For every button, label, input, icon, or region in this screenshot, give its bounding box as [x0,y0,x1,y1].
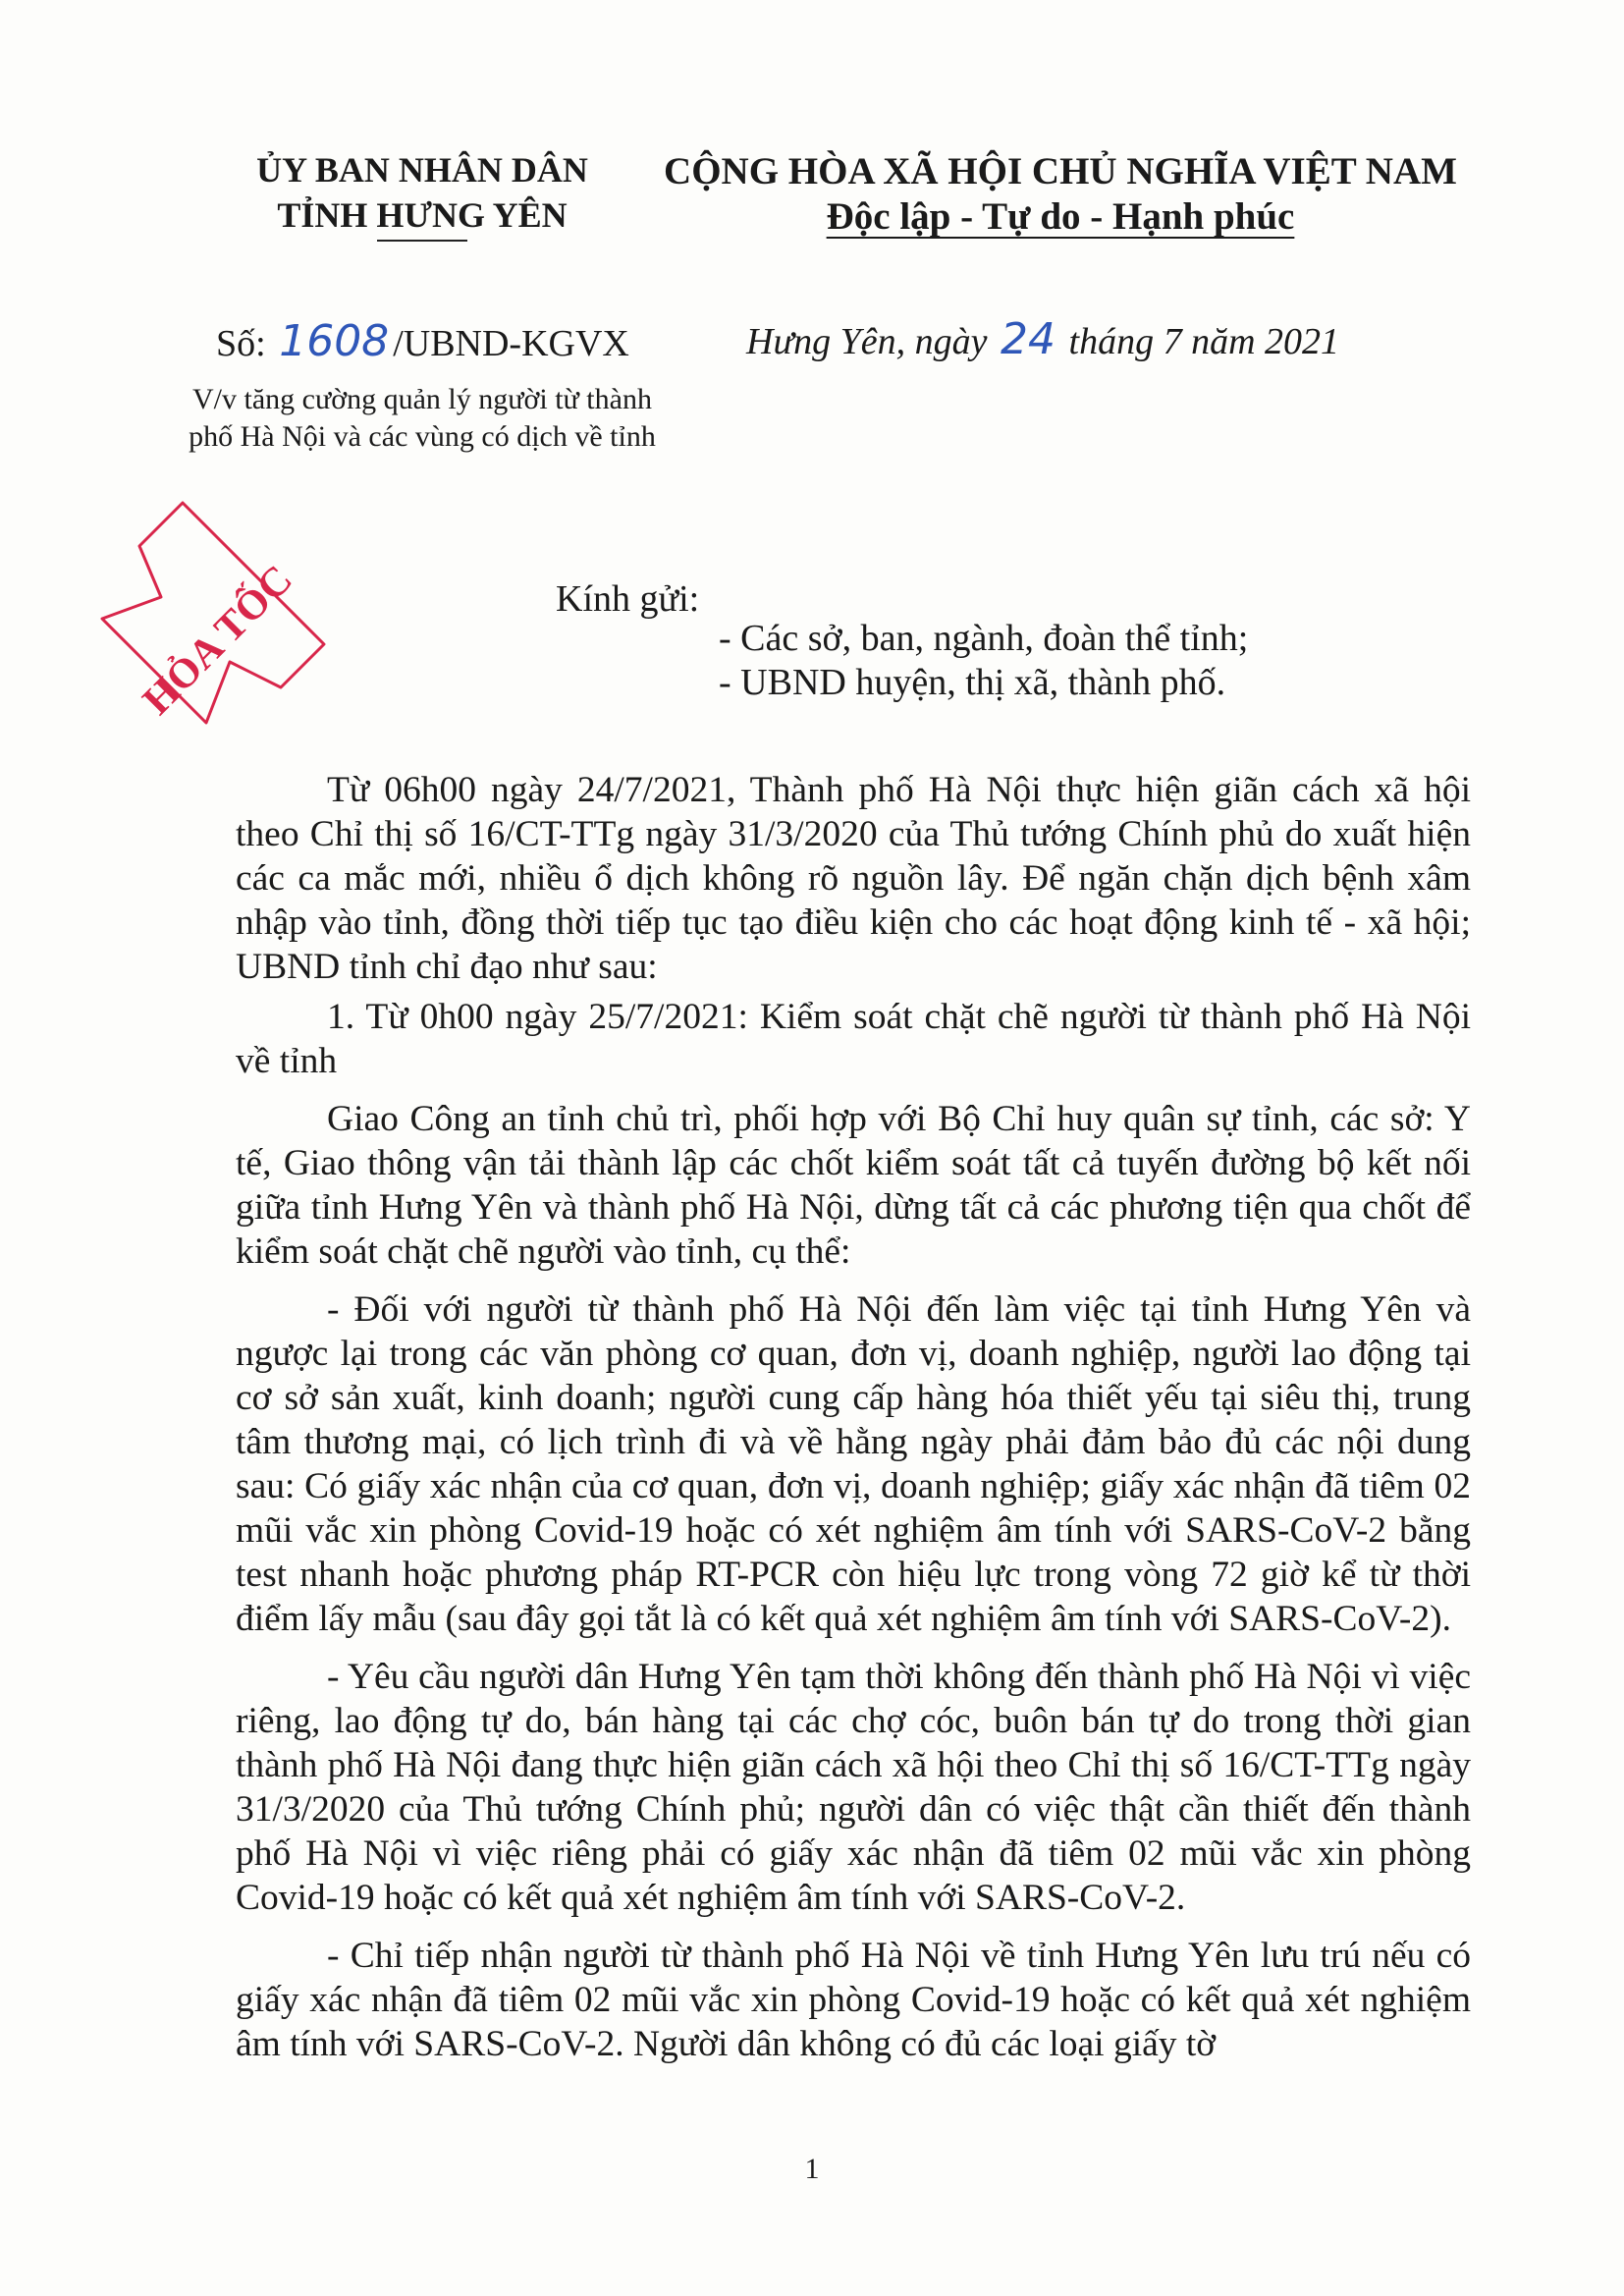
doc-number-handwritten: 1608 [279,316,390,366]
body-paragraph: - Đối với người từ thành phố Hà Nội đến làm việc tại tỉnh Hưng Yên và ngược lại trong các văn phòng cơ quan, đơn vị, doanh nghiệp, người lao động tại cơ sở sản xuất, kinh doanh; người cung cấp hàng hóa thiết yếu tại siêu thị, trung tâm thương mại, có lịch trình đi và về hằng ngày phải đảm bảo đủ các nội dung sau: Có giấy xác nhận của cơ quan, đơn vị, doanh nghiệp; giấy xác nhận đã tiêm 02 mũi vắc xin phòng Covid-19 hoặc có xét nghiệm âm tính với SARS-CoV-2 bằng test nhanh hoặc phương pháp RT-PCR còn hiệu lực trong vòng 72 giờ kể từ thời điểm lấy mẫu (sau đây gọi tắt là có kết quả xét nghiệm âm tính với SARS-CoV-2). [236,1289,1471,1639]
recipients-title: Kính gửi: [556,578,700,620]
date-year: năm 2021 [1191,321,1340,362]
recipient-item: - Các sở, ban, ngành, đoàn thể tỉnh; [719,618,1249,659]
document-number [216,316,629,366]
doc-number-prefix: Số: [216,323,266,364]
body-paragraph: - Yêu cầu người dân Hưng Yên tạm thời không đến thành phố Hà Nội vì việc riêng, lao động tự do, bán hàng tại các chợ cóc, buôn bán tự do trong thời gian thành phố Hà Nội đang thực hiện giãn cách xã hội theo Chỉ thị số 16/CT-TTg ngày 31/3/2020 của Thủ tướng Chính phủ; người dân có việc thật cần thiết đến thành phố Hà Nội vì việc riêng phải có giấy xác nhận đã tiêm 02 mũi vắc xin phòng Covid-19 hoặc có kết quả xét nghiệm âm tính với SARS-CoV-2. [236,1657,1471,1918]
issuing-authority [196,147,648,238]
date-month-label: tháng [1068,321,1155,362]
stamp-label: HỎA TỐC [135,557,301,724]
body-paragraph: Từ 06h00 ngày 24/7/2021, Thành phố Hà Nội thực hiện giãn cách xã hội theo Chỉ thị số 16/CT-TTg ngày 31/3/2020 của Thủ tướng Chính phủ do xuất hiện các ca mắc mới, nhiều ổ dịch không rõ nguồn lây. Để ngăn chặn dịch bệnh xâm nhập vào tỉnh, đồng thời tiếp tục tạo điều kiện cho các hoạt động kinh tế - xã hội; UBND tỉnh chỉ đạo như sau: [236,770,1471,987]
section-heading: 1. Từ 0h00 ngày 25/7/2021: Kiểm soát chặt chẽ người từ thành phố Hà Nội về tỉnh [236,997,1471,1081]
national-title [648,149,1473,240]
authority-line-2: TỈNH HƯNG YÊN [277,195,568,235]
body-paragraph: - Chỉ tiếp nhận người từ thành phố Hà Nội về tỉnh Hưng Yên lưu trú nếu có giấy xác nhận đã tiêm 02 mũi vắc xin phòng Covid-19 hoặc có kết quả xét nghiệm âm tính với SARS-CoV-2. Người dân không có đủ các loại giấy tờ [236,1936,1471,2064]
doc-number-suffix: /UBND-KGVX [393,323,629,364]
date-day-handwritten: 24 [1001,314,1056,364]
issue-date [746,314,1339,364]
authority-underline [377,240,467,242]
document-subject: V/v tăng cường quản lý người từ thành phố Hà Nội và các vùng có dịch về tỉnh [189,383,656,453]
recipient-item: - UBND huyện, thị xã, thành phố. [719,662,1226,703]
page-number: 1 [804,2153,820,2185]
body-paragraph: Giao Công an tỉnh chủ trì, phối hợp với Bộ Chỉ huy quân sự tỉnh, các sở: Y tế, Giao thông vận tải thành lập các chốt kiểm soát tất cả tuyến đường bộ kết nối giữa tỉnh Hưng Yên và thành phố Hà Nội, dừng tất cả các phương tiện qua chốt để kiểm soát chặt chẽ người vào tỉnh, cụ thể: [236,1099,1471,1272]
date-place: Hưng Yên, ngày [746,321,988,362]
date-month: 7 [1163,321,1182,362]
authority-line-1: ỦY BAN NHÂN DÂN [256,150,588,190]
recipients-list [719,617,1248,705]
national-motto: Độc lập - Tự do - Hạnh phúc [826,195,1295,238]
nation-name: CỘNG HÒA XÃ HỘI CHỦ NGHĨA VIỆT NAM [664,150,1457,192]
document-body [236,768,1471,2080]
